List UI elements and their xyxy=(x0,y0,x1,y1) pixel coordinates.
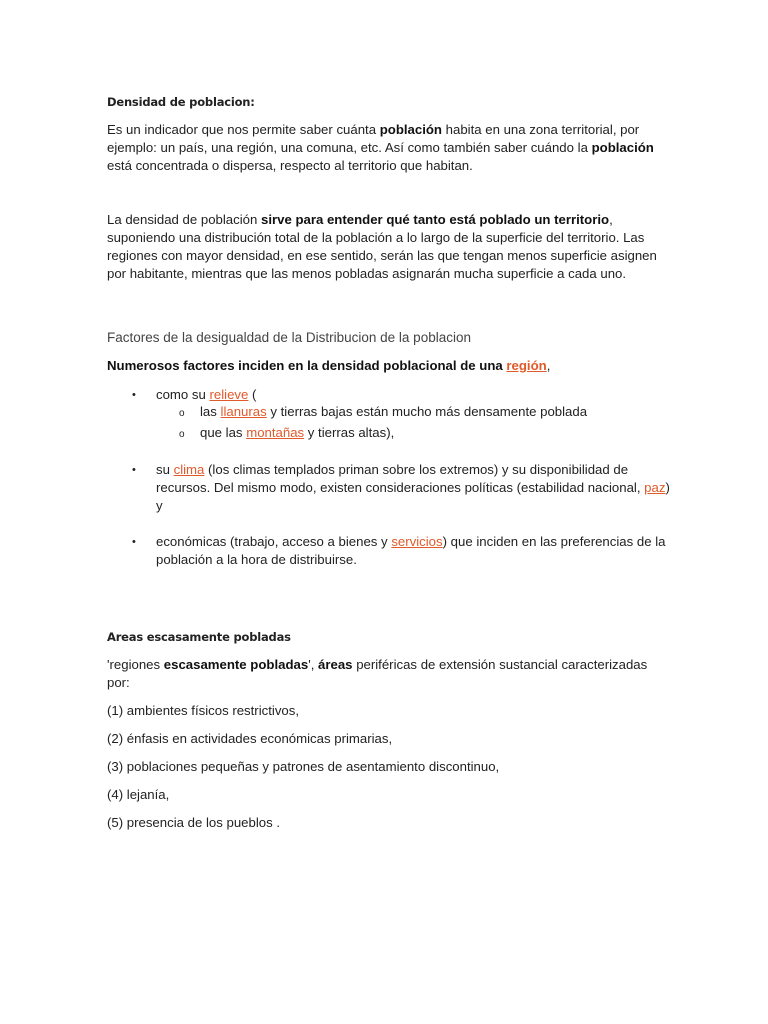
bullet-item-clima xyxy=(156,461,671,515)
sub-item-montanas xyxy=(200,424,670,442)
bold-text: población xyxy=(379,122,442,137)
bold-text: Numerosos factores inciden en la densidad poblacional de una xyxy=(107,358,507,373)
link-llanuras[interactable]: llanuras xyxy=(220,404,267,419)
text: La densidad de población xyxy=(107,212,261,227)
lead-text xyxy=(107,357,667,375)
text: su xyxy=(156,462,174,477)
section-title-factores: Factores de la desigualdad de la Distribucion de la poblacion xyxy=(107,330,471,345)
heading-areas: Areas escasamente pobladas xyxy=(107,630,291,644)
text: como su xyxy=(156,387,210,402)
text: que las xyxy=(200,425,247,440)
bold-text: áreas xyxy=(318,657,353,672)
bold-text: sirve para entender qué tanto está poblado un territorio xyxy=(260,212,610,227)
bold-text: escasamente pobladas xyxy=(163,657,309,672)
bullet-item-economicas xyxy=(156,533,671,569)
link-clima[interactable]: clima xyxy=(173,462,205,477)
link-montanas[interactable]: montañas xyxy=(246,425,305,440)
text: (los climas templados priman sobre los extremos) y su disponibilidad de recursos. Del mismo modo, existen consideraciones políticas (estabilidad nacional, xyxy=(156,462,645,495)
text: ) y xyxy=(156,480,670,513)
link-paz[interactable]: paz xyxy=(644,480,666,495)
text: y tierras bajas están mucho más densamente poblada xyxy=(266,404,588,419)
text: Es un indicador que nos permite saber cuánta xyxy=(107,122,380,137)
list-item: (2) énfasis en actividades económicas primarias, xyxy=(107,731,393,746)
text: periféricas de extensión sustancial caracterizadas por: xyxy=(107,657,648,690)
bold-text: población xyxy=(591,140,654,155)
heading-densidad: Densidad de poblacion: xyxy=(107,95,255,109)
text: las xyxy=(200,404,221,419)
paragraph-explanation xyxy=(107,211,667,283)
text: ', xyxy=(308,657,319,672)
text: habita en una zona territorial, por ejemplo: un país, una región, una comuna, etc. Así como también saber cuándo la xyxy=(107,122,640,155)
bullet-marker: • xyxy=(132,536,136,548)
bullet-marker: • xyxy=(132,389,136,401)
text: , xyxy=(546,358,551,373)
bullet-marker: • xyxy=(132,464,136,476)
text: ) que inciden en las preferencias de la población a la hora de distribuirse. xyxy=(156,534,666,567)
text: 'regiones xyxy=(107,657,164,672)
list-item: (1) ambientes físicos restrictivos, xyxy=(107,703,300,718)
sub-bullet-marker: o xyxy=(179,408,185,419)
text: está concentrada o dispersa, respecto al territorio que habitan. xyxy=(107,158,473,173)
text: ( xyxy=(248,387,257,402)
text: económicas (trabajo, acceso a bienes y xyxy=(156,534,392,549)
sub-bullet-marker: o xyxy=(179,429,185,440)
text: y tierras altas), xyxy=(304,425,395,440)
paragraph-definition xyxy=(107,121,667,175)
list-item: (5) presencia de los pueblos . xyxy=(107,815,281,830)
bullet-item-relieve xyxy=(156,386,671,404)
paragraph-areas-intro xyxy=(107,656,667,692)
sub-item-llanuras xyxy=(200,403,670,421)
list-item: (3) poblaciones pequeñas y patrones de asentamiento discontinuo, xyxy=(107,759,500,774)
link-relieve[interactable]: relieve xyxy=(209,387,249,402)
text: , suponiendo una distribución total de la población a lo largo de la superficie del territorio. Las regiones con mayor densidad, en ese sentido, serán las que tengan menos superficie asignen por habitante, mientras que las menos pobladas asignarán mucha superficie a cada uno. xyxy=(107,212,657,281)
list-item: (4) lejanía, xyxy=(107,787,170,802)
link-servicios[interactable]: servicios xyxy=(391,534,443,549)
link-region[interactable]: región xyxy=(506,358,547,373)
